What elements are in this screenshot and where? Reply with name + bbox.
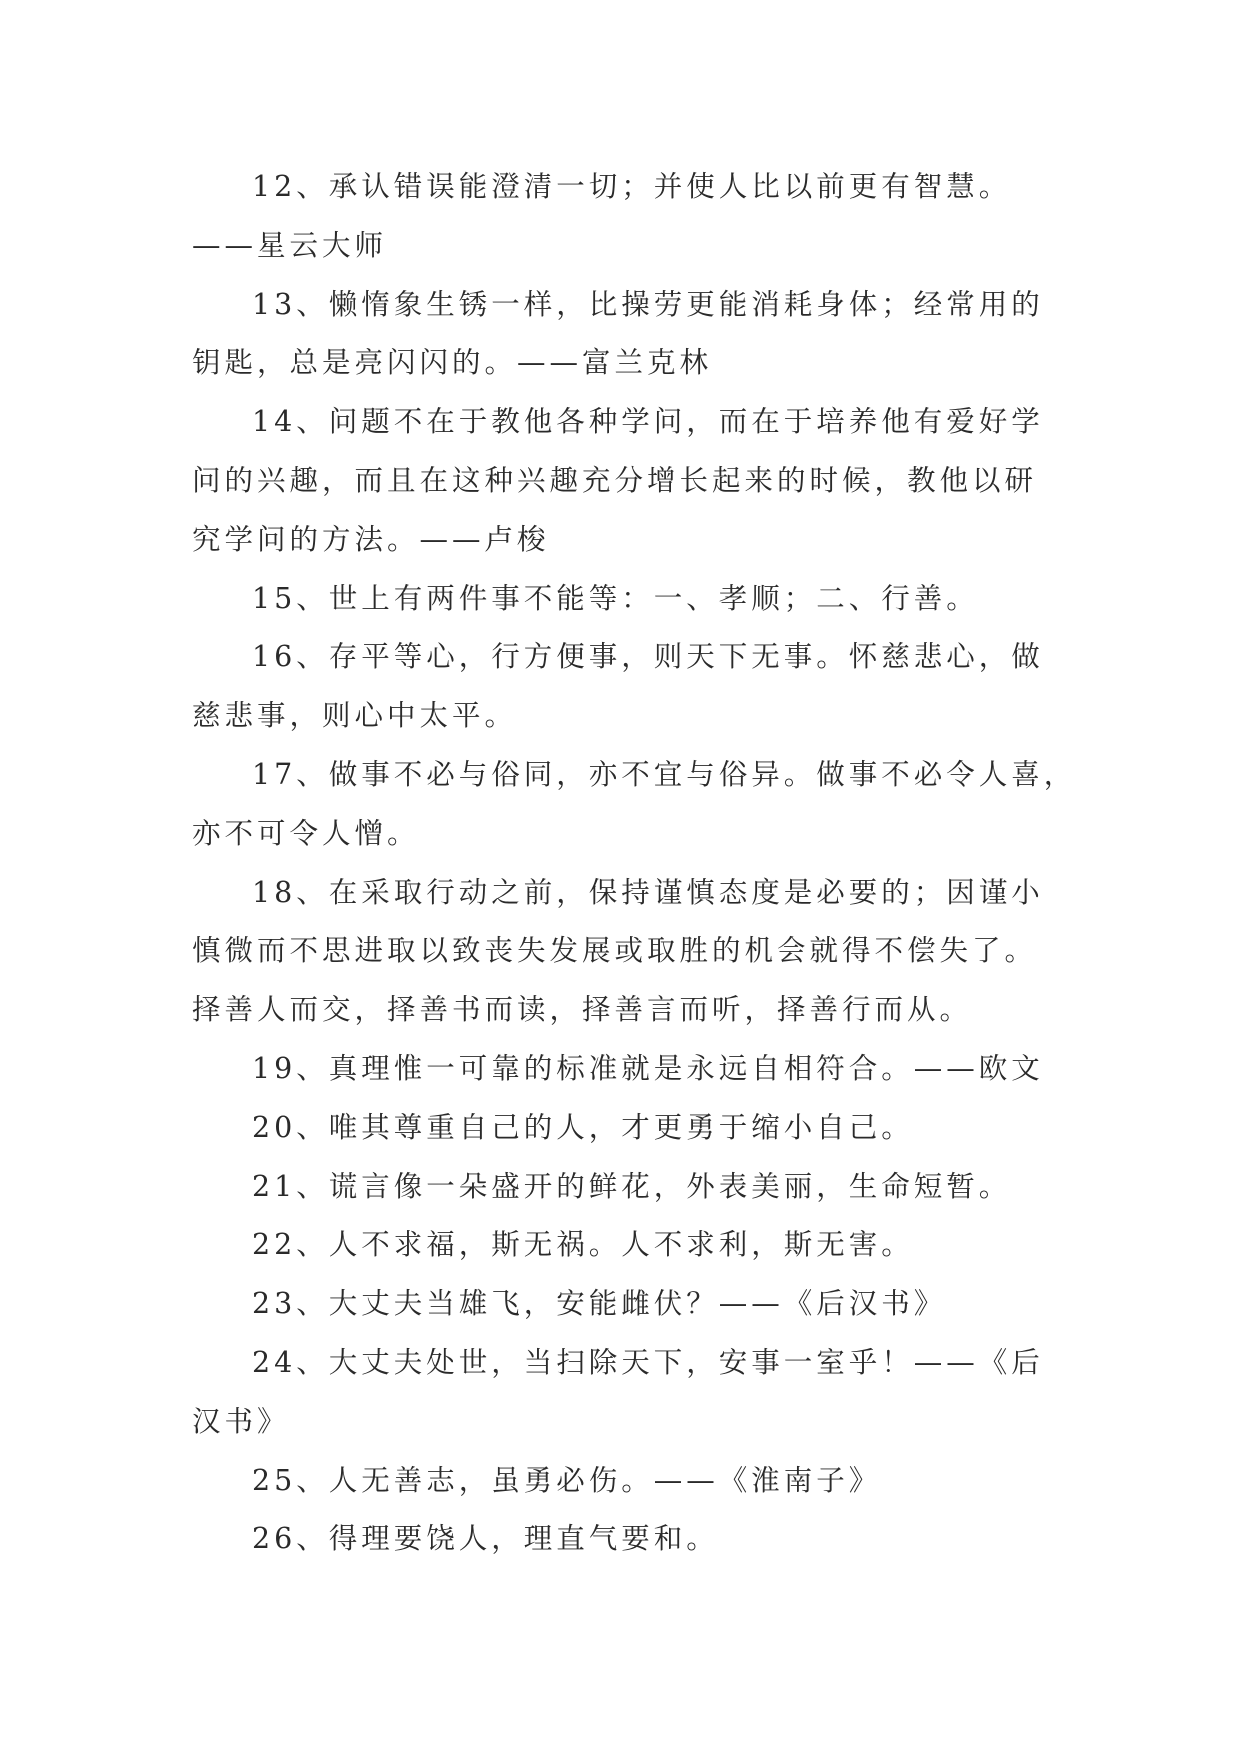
quote-line: 12、承认错误能澄清一切；并使人比以前更有智慧。	[252, 170, 1012, 203]
quote-line: 26、得理要饶人，理直气要和。	[252, 1522, 719, 1556]
quote-19	[192, 1040, 1072, 1099]
quote-line: 25、人无善志，虽勇必伤。——《淮南子》	[252, 1463, 882, 1497]
quote-line: 14、问题不在于教他各种学问，而在于培养他有爱好学	[252, 405, 1044, 439]
quote-line: 24、大丈夫处世，当扫除天下，安事一室乎！——《后	[252, 1345, 1044, 1379]
quote-line: 22、人不求福，斯无祸。人不求利，斯无害。	[252, 1228, 914, 1262]
quote-23	[192, 1275, 1072, 1334]
quote-20	[192, 1099, 1072, 1158]
quote-line: 钥匙，总是亮闪闪的。——富兰克林	[192, 346, 713, 380]
document-body	[192, 158, 1077, 1569]
quote-line: 15、世上有两件事不能等：一、孝顺；二、行善。	[252, 581, 979, 615]
quote-line: 择善人而交，择善书而读，择善言而听，择善行而从。	[192, 993, 973, 1027]
quote-line: 23、大丈夫当雄飞，安能雌伏？——《后汉书》	[252, 1287, 947, 1321]
quote-14	[192, 393, 1072, 569]
quote-line: 19、真理惟一可靠的标准就是永远自相符合。——欧文	[252, 1051, 1044, 1085]
quote-line: 问的兴趣，而且在这种兴趣充分增长起来的时候，教他以研	[192, 463, 1038, 497]
quote-16	[192, 628, 1072, 746]
quote-21	[192, 1158, 1072, 1217]
quote-15	[192, 570, 1072, 629]
quote-line: ——星云大师	[192, 228, 388, 262]
quote-25	[192, 1452, 1072, 1511]
quote-line: 慈悲事，则心中太平。	[192, 699, 518, 733]
quote-18	[192, 864, 1072, 1040]
quote-line: 21、谎言像一朵盛开的鲜花，外表美丽，生命短暂。	[252, 1169, 1012, 1203]
quote-line: 亦不可令人憎。	[192, 816, 420, 850]
quote-line: 究学问的方法。——卢梭	[192, 522, 550, 556]
quote-line: 慎微而不思进取以致丧失发展或取胜的机会就得不偿失了。	[192, 934, 1038, 968]
quote-line: 汉书》	[192, 1404, 290, 1438]
quote-line: 16、存平等心，行方便事，则天下无事。怀慈悲心，做	[252, 640, 1044, 674]
quote-13	[192, 276, 1072, 394]
quote-22	[192, 1216, 1072, 1275]
quote-line: 17、做事不必与俗同，亦不宜与俗异。做事不必令人喜，	[252, 757, 1077, 791]
quote-12	[192, 158, 1072, 276]
quote-line: 20、唯其尊重自己的人，才更勇于缩小自己。	[252, 1110, 914, 1144]
quote-line: 18、在采取行动之前，保持谨慎态度是必要的；因谨小	[252, 875, 1044, 909]
quote-26	[192, 1510, 1072, 1569]
quote-24	[192, 1334, 1072, 1452]
quote-17	[192, 746, 1077, 864]
quote-line: 13、懒惰象生锈一样，比操劳更能消耗身体；经常用的	[252, 287, 1044, 321]
